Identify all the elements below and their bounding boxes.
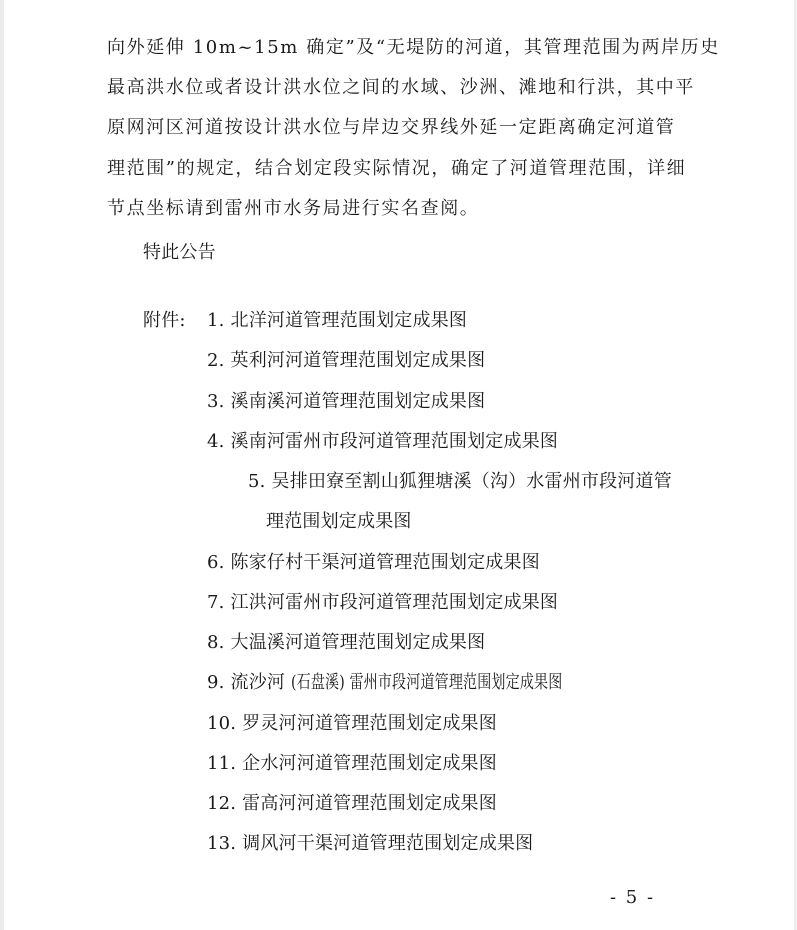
attachment-item-7: 7. 江洪河雷州市段河道管理范围划定成果图 xyxy=(207,592,559,613)
attachment-item-1: 1. 北洋河道管理范围划定成果图 xyxy=(207,310,468,331)
attachments-label: 附件: xyxy=(143,310,186,331)
attachment-item-4: 4. 溪南河雷州市段河道管理范围划定成果图 xyxy=(207,431,559,452)
attachment-item-13: 13. 调风河干渠河道管理范围划定成果图 xyxy=(207,833,534,854)
attachment-item-2: 2. 英利河河道管理范围划定成果图 xyxy=(207,350,486,371)
attachment-item-6: 6. 陈家仔村干渠河道管理范围划定成果图 xyxy=(207,552,540,573)
body-line-2: 最高洪水位或者设计洪水位之间的水域、沙洲、滩地和行洪，其中平 xyxy=(107,77,695,98)
body-line-3: 原网河区河道按设计洪水位与岸边交界线外延一定距离确定河道管 xyxy=(107,117,676,138)
attachment-item-5: 5. 吴排田寮至割山狐狸塘溪（沟）水雷州市段河道管 xyxy=(248,471,672,492)
page-left-edge xyxy=(0,0,4,930)
attachment-item-9-prefix: 9. 流沙河 xyxy=(207,672,286,693)
body-line-1: 向外延伸 10m~15m 确定”及“无堤防的河道，其管理范围为两岸历史 xyxy=(107,37,720,58)
attachment-item-11: 11. 企水河河道管理范围划定成果图 xyxy=(207,753,497,774)
body-line-4: 理范围”的规定，结合划定段实际情况，确定了河道管理范围，详细 xyxy=(107,158,687,179)
closing-text: 特此公告 xyxy=(143,242,216,263)
attachment-item-10: 10. 罗灵河河道管理范围划定成果图 xyxy=(207,713,497,734)
attachment-item-8: 8. 大温溪河道管理范围划定成果图 xyxy=(207,632,486,653)
attachment-item-12: 12. 雷高河河道管理范围划定成果图 xyxy=(207,793,497,814)
page-number: - 5 - xyxy=(610,887,656,908)
body-line-5: 节点坐标请到雷州市水务局进行实名查阅。 xyxy=(107,198,480,219)
attachment-item-3: 3. 溪南溪河道管理范围划定成果图 xyxy=(207,391,486,412)
attachment-item-9 xyxy=(207,671,639,695)
attachment-item-5-continued: 理范围划定成果图 xyxy=(266,511,412,532)
attachment-item-9-rest: (石盘溪) 雷州市段河道管理范围划定成果图 xyxy=(291,672,563,693)
